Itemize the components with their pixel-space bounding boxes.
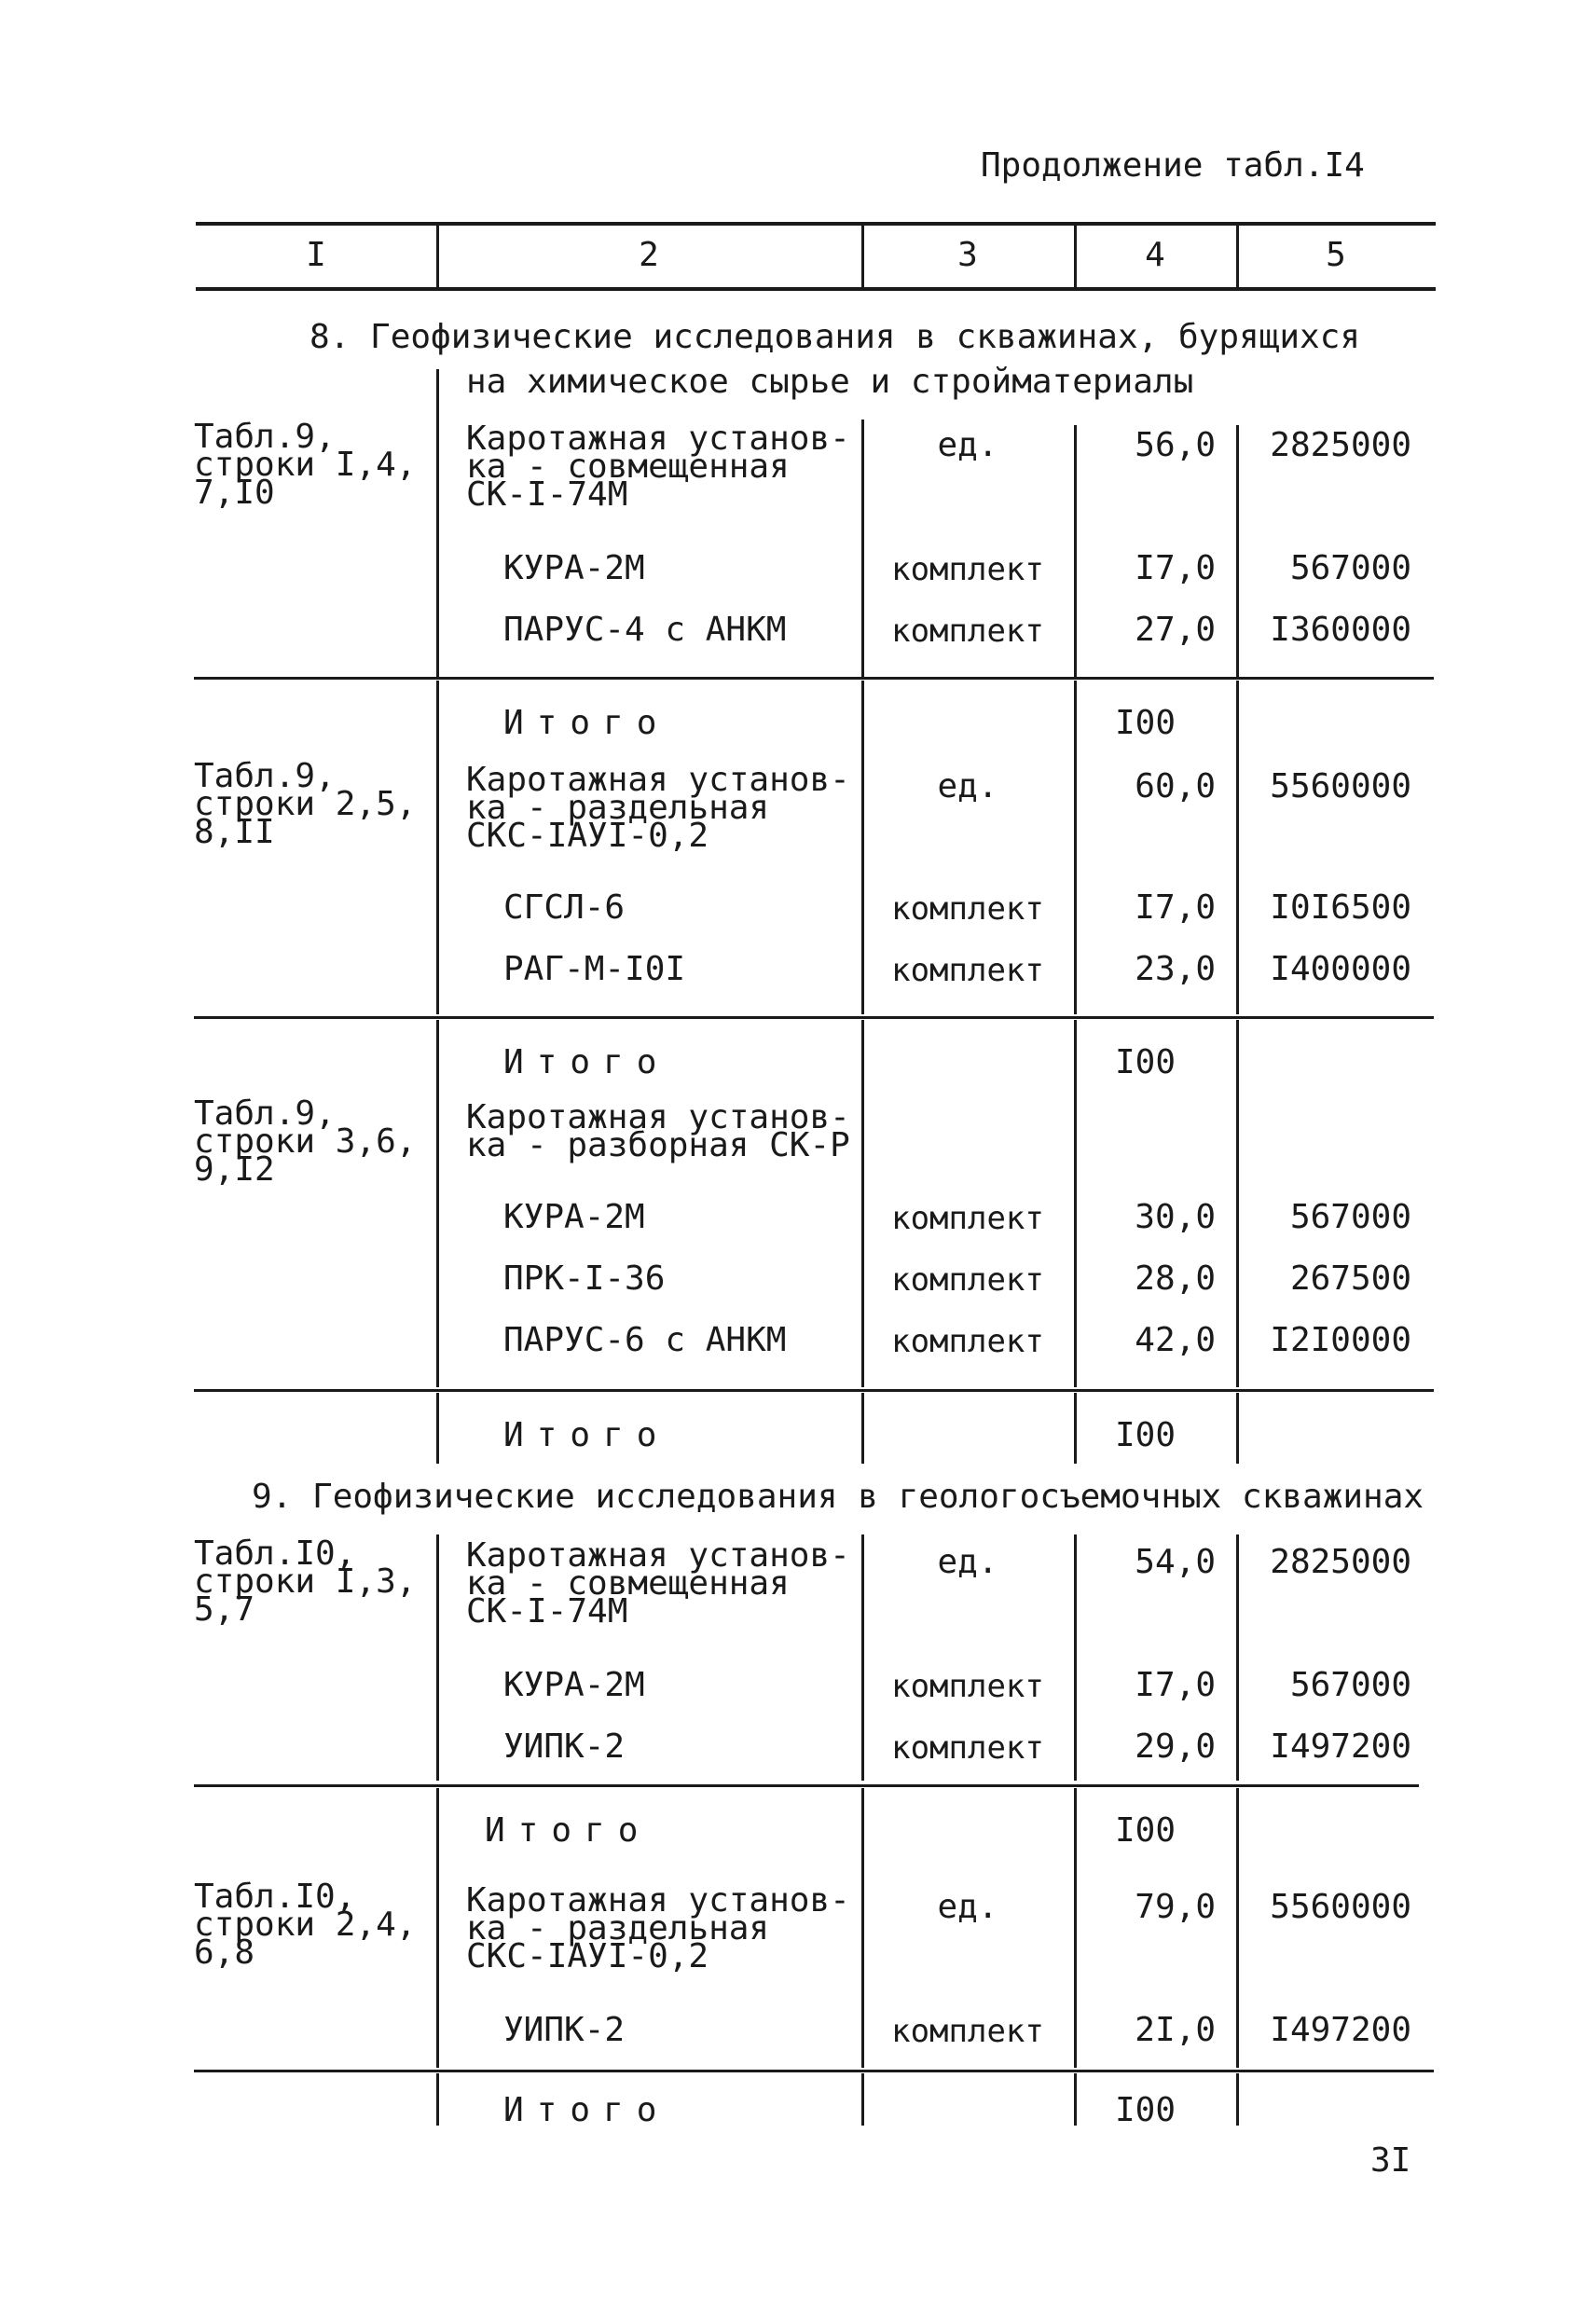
s8-g1-r3-price: I360000 xyxy=(1270,611,1411,649)
s9-g1-r1-share: 54,0 xyxy=(1135,1543,1216,1581)
col-line-3d xyxy=(861,1393,864,1464)
s9-g2-r1-share: 79,0 xyxy=(1135,1888,1216,1926)
s8-g1-r1-unit: ед. xyxy=(937,426,998,464)
s9-g2-total-value: I00 xyxy=(1115,2091,1176,2129)
s8-g1-r2-unit: комплект xyxy=(891,551,1044,588)
header-col-5: 5 xyxy=(1326,236,1346,274)
s8-g3-r4-name: ПАРУС-6 с АНКМ xyxy=(503,1321,787,1359)
s9-g1-r3-price: I497200 xyxy=(1270,1727,1411,1766)
s8-g3-r1-name: Каротажная установ- ка - разборная СК-Р xyxy=(466,1098,850,1164)
col-line-4g xyxy=(1074,2073,1077,2126)
page-number: 3I xyxy=(1370,2141,1411,2180)
table-header-bottom-border xyxy=(196,287,1436,291)
s8-g3-divider xyxy=(194,1389,1434,1392)
s8-g1-ref: Табл.9, строки I,4, 7,I0 xyxy=(194,418,417,512)
col-line-2b xyxy=(436,681,439,1014)
s8-g2-r3-share: 23,0 xyxy=(1135,950,1216,988)
s8-g3-r2-unit: комплект xyxy=(891,1200,1044,1237)
table-top-border xyxy=(196,222,1436,226)
col-line-2f xyxy=(436,1788,439,2068)
s9-g2-divider xyxy=(194,2070,1434,2072)
col-line-4d xyxy=(1074,1393,1077,1464)
s8-g2-r1-unit: ед. xyxy=(937,767,998,805)
s8-g3-r2-price: 567000 xyxy=(1289,1198,1411,1236)
s8-g1-r3-share: 27,0 xyxy=(1135,611,1216,649)
section-9-title: 9. Геофизические исследования в геологосъемочных скважинах xyxy=(252,1478,1424,1516)
s8-g2-r2-unit: комплект xyxy=(891,890,1044,928)
s9-g2-r1-price: 5560000 xyxy=(1270,1888,1411,1926)
col-line-2a xyxy=(436,369,439,677)
col-line-5g xyxy=(1236,2073,1239,2126)
s9-g1-ref: Табл.I0, строки I,3, 5,7 xyxy=(194,1534,417,1629)
header-col-3: 3 xyxy=(957,236,978,274)
s8-g2-r3-name: РАГ-М-I0I xyxy=(503,950,686,988)
col-line-5d xyxy=(1236,1393,1239,1464)
col-line-2d xyxy=(436,1393,439,1464)
s8-g2-r2-price: I0I6500 xyxy=(1270,888,1411,927)
col-line-2c xyxy=(436,1020,439,1387)
s8-g2-total-value: I00 xyxy=(1115,1043,1176,1081)
s8-g3-r3-name: ПРК-I-36 xyxy=(503,1259,666,1298)
s9-g2-ref: Табл.I0, строки 2,4, 6,8 xyxy=(194,1878,417,1972)
s9-g2-r1-unit: ед. xyxy=(937,1888,998,1926)
s8-g3-r4-price: I2I0000 xyxy=(1270,1321,1411,1359)
s8-g1-divider xyxy=(194,677,1434,680)
s9-g1-r2-share: I7,0 xyxy=(1135,1666,1216,1704)
s9-g1-r2-price: 567000 xyxy=(1289,1666,1411,1704)
s9-g1-r2-name: КУРА-2М xyxy=(503,1666,645,1704)
s8-g1-r1-share: 56,0 xyxy=(1135,426,1216,464)
s8-g2-r2-share: I7,0 xyxy=(1135,888,1216,927)
s9-g2-total-label: Итого xyxy=(503,2091,670,2129)
s8-g1-r2-price: 567000 xyxy=(1289,549,1411,587)
s8-g1-total-label: Итого xyxy=(503,704,670,742)
s9-g1-r3-name: УИПК-2 xyxy=(503,1727,626,1766)
s9-g2-r2-unit: комплект xyxy=(891,2013,1044,2050)
header-col-4: 4 xyxy=(1145,236,1165,274)
s9-g2-r1-name: Каротажная установ- ка - раздельная СКС-IАУI-0,2 xyxy=(466,1881,850,1975)
section-8-title-cont: на химическое сырье и стройматериалы xyxy=(466,363,1194,401)
continuation-caption: Продолжение табл.I4 xyxy=(981,146,1365,185)
s9-g1-total-label: Итого xyxy=(485,1811,652,1850)
s9-g2-r2-name: УИПК-2 xyxy=(503,2011,626,2049)
col-line-3g xyxy=(861,2073,864,2126)
s8-g2-r1-price: 5560000 xyxy=(1270,767,1411,805)
col-line-2g xyxy=(436,2073,439,2126)
s9-g1-r1-name: Каротажная установ- ка - совмещенная СК-I-74М xyxy=(466,1536,850,1631)
s8-g3-r4-unit: комплект xyxy=(891,1323,1044,1360)
s8-g2-r2-name: СГСЛ-6 xyxy=(503,888,626,927)
s8-g2-r1-share: 60,0 xyxy=(1135,767,1216,805)
s9-g2-r2-price: I497200 xyxy=(1270,2011,1411,2049)
s8-g2-r3-price: I400000 xyxy=(1270,950,1411,988)
s8-g3-total-value: I00 xyxy=(1115,1416,1176,1454)
s8-g1-r2-name: КУРА-2М xyxy=(503,549,645,587)
s8-g2-total-label: Итого xyxy=(503,1043,670,1081)
s8-g2-divider xyxy=(194,1016,1434,1019)
s9-g1-divider xyxy=(194,1784,1419,1787)
s8-g3-r3-share: 28,0 xyxy=(1135,1259,1216,1298)
s9-g1-r1-price: 2825000 xyxy=(1270,1543,1411,1581)
s8-g3-r2-name: КУРА-2М xyxy=(503,1198,645,1236)
s9-g1-total-value: I00 xyxy=(1115,1811,1176,1850)
s8-g2-ref: Табл.9, строки 2,5, 8,II xyxy=(194,757,417,851)
s8-g1-r1-name: Каротажная установ- ка - совмещенная СК-I-74М xyxy=(466,420,850,514)
s8-g1-total-value: I00 xyxy=(1115,704,1176,742)
s8-g3-r2-share: 30,0 xyxy=(1135,1198,1216,1236)
s9-g1-r2-unit: комплект xyxy=(891,1668,1044,1705)
s9-g1-r3-share: 29,0 xyxy=(1135,1727,1216,1766)
s8-g1-r3-name: ПАРУС-4 с АНКМ xyxy=(503,611,787,649)
col-line-2e xyxy=(436,1534,439,1781)
s8-g1-r2-share: I7,0 xyxy=(1135,549,1216,587)
s8-g3-r3-unit: комплект xyxy=(891,1261,1044,1299)
s9-g1-r3-unit: комплект xyxy=(891,1729,1044,1767)
s8-g3-r3-price: 267500 xyxy=(1289,1259,1411,1298)
s8-g2-r3-unit: комплект xyxy=(891,952,1044,989)
s8-g3-ref: Табл.9, строки 3,6, 9,I2 xyxy=(194,1094,417,1189)
s8-g1-r1-price: 2825000 xyxy=(1270,426,1411,464)
header-col-1: I xyxy=(306,236,326,274)
s9-g2-r2-share: 2I,0 xyxy=(1135,2011,1216,2049)
header-col-2: 2 xyxy=(639,236,659,274)
s8-g1-r3-unit: комплект xyxy=(891,612,1044,650)
s8-g3-r4-share: 42,0 xyxy=(1135,1321,1216,1359)
s9-g1-r1-unit: ед. xyxy=(937,1543,998,1581)
section-8-title: 8. Геофизические исследования в скважинах, бурящихся xyxy=(310,318,1361,356)
s8-g3-total-label: Итого xyxy=(503,1416,670,1454)
s8-g2-r1-name: Каротажная установ- ка - раздельная СКС-IАУI-0,2 xyxy=(466,761,850,855)
